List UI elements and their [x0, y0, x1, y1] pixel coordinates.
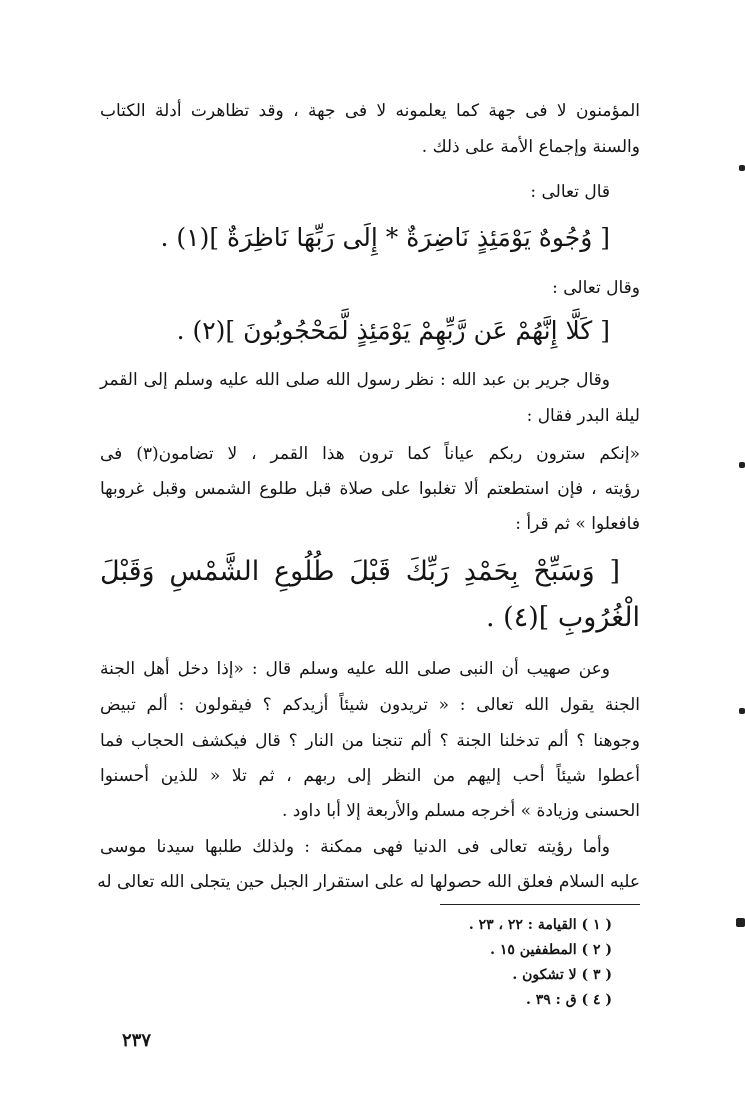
footnote-1: ( ١ ) القيامة : ٢٢ ، ٢٣ .: [468, 917, 612, 933]
quran-verse-1: [ وُجُوهٌ يَوْمَئِذٍ نَاضِرَةٌ * إِلَى رَبِّهَا نَاظِرَةٌ ](١) .: [160, 223, 610, 252]
text-line-3: قال تعالى :: [530, 182, 610, 202]
hadith2-line-1: وعن صهيب أن النبى صلى الله عليه وسلم قال : «إذا دخل أهل الجنة: [100, 659, 610, 679]
hadith2-line-4: أعطوا شيئاً أحب إليهم من النظر إلى ربهم ، ثم تلا « للذين أحسنوا: [100, 766, 640, 786]
hadith2-line-2: الجنة يقول الله تعالى : « تريدون شيئاً أزيدكم ؟ فيقولون : ألم تبيض: [100, 695, 640, 715]
quran-verse-3b: الْغُرُوبِ ](٤) .: [486, 602, 640, 633]
hadith-line-3: فافعلوا » ثم قرأ :: [515, 514, 640, 534]
quran-verse-2: [ كَلَّا إِنَّهُمْ عَن رَّبِّهِمْ يَوْمَئِذٍ لَّمَحْجُوبُونَ ](٢) .: [176, 316, 610, 345]
text-line-1: المؤمنون لا فى جهة كما يعلمونه لا فى جهة ، وقد تظاهرت أدلة الكتاب: [100, 101, 640, 121]
text-line-6: ليلة البدر فقال :: [526, 406, 640, 426]
hadith-line-2: رؤيته ، فإن استطعتم ألا تغلبوا على صلاة قبل طلوع الشمس وقبل غروبها: [100, 479, 640, 499]
footnote-4: ( ٤ ) ق : ٣٩ .: [526, 992, 612, 1008]
hadith2-line-3: وجوهنا ؟ ألم تدخلنا الجنة ؟ ألم تنجنا من النار ؟ قال فيكشف الحجاب فما: [100, 731, 640, 751]
footnote-divider: [440, 904, 640, 905]
margin-mark: [739, 708, 745, 714]
quran-verse-3a: [ وَسَبِّحْ بِحَمْدِ رَبِّكَ قَبْلَ طُلُوعِ الشَّمْسِ وَقَبْلَ: [100, 556, 620, 587]
margin-mark: [739, 165, 745, 171]
text-line-7: وأما رؤيته تعالى فى الدنيا فهى ممكنة : ولذلك طلبها سيدنا موسى: [100, 837, 610, 857]
footnote-2: ( ٢ ) المطففين ١٥ .: [490, 942, 612, 958]
page-number: ٢٣٧: [122, 1030, 152, 1051]
text-line-4: وقال تعالى :: [552, 278, 640, 298]
text-line-2: والسنة وإجماع الأمة على ذلك .: [421, 137, 640, 157]
hadith-line-1: «إنكم سترون ربكم عياناً كما ترون هذا القمر ، لا تضامون(٣) فى: [100, 444, 640, 464]
footnote-3: ( ٣ ) لا تشكون .: [512, 967, 612, 983]
margin-mark: [736, 918, 745, 927]
text-line-5: وقال جرير بن عبد الله : نظر رسول الله صلى الله عليه وسلم إلى القمر: [100, 370, 610, 390]
text-line-8: عليه السلام فعلق الله حصولها له على استقرار الجبل حين يتجلى الله تعالى له: [97, 872, 640, 892]
margin-mark: [739, 462, 745, 468]
hadith2-line-5: الحسنى وزيادة » أخرجه مسلم والأربعة إلا أبا داود .: [281, 801, 640, 821]
